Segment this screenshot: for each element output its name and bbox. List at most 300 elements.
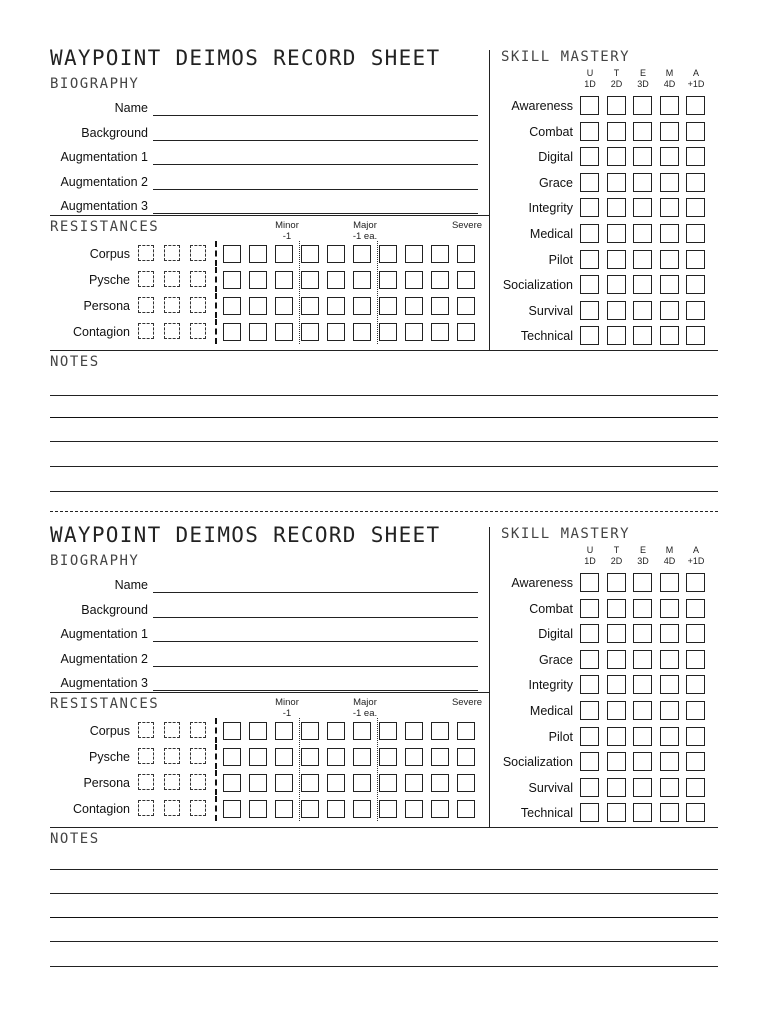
resistance-armor-checkbox[interactable] xyxy=(164,297,180,313)
skill-mastery-checkbox[interactable] xyxy=(660,122,679,141)
resistance-damage-checkbox[interactable] xyxy=(223,722,241,740)
skill-mastery-checkbox[interactable] xyxy=(633,198,652,217)
skill-row xyxy=(490,752,720,774)
skill-mastery-checkbox[interactable] xyxy=(580,122,599,141)
skill-label: Pilot xyxy=(548,729,573,744)
wound-threshold-separator xyxy=(377,241,378,266)
biography-input-line[interactable] xyxy=(153,213,478,214)
resistance-damage-checkbox[interactable] xyxy=(275,271,293,289)
resistance-label: Pysche xyxy=(89,273,130,287)
resistance-damage-checkbox[interactable] xyxy=(457,722,475,740)
skill-mastery-checkbox[interactable] xyxy=(580,224,599,243)
biography-field-label: Background xyxy=(81,602,148,617)
notes-line[interactable] xyxy=(50,869,718,870)
armor-separator xyxy=(215,319,217,344)
skill-row xyxy=(490,624,720,646)
resistance-damage-checkbox[interactable] xyxy=(457,774,475,792)
skill-mastery-checkbox[interactable] xyxy=(580,727,599,746)
resistance-armor-checkbox[interactable] xyxy=(190,297,206,313)
biography-field[interactable] xyxy=(50,622,480,644)
skill-mastery-checkbox[interactable] xyxy=(633,599,652,618)
resistance-armor-checkbox[interactable] xyxy=(164,323,180,339)
biography-field-label: Background xyxy=(81,125,148,140)
skill-row xyxy=(490,675,720,697)
skill-label: Integrity xyxy=(528,201,573,216)
skill-mastery-checkbox[interactable] xyxy=(607,650,626,669)
skill-label: Grace xyxy=(538,175,573,190)
skill-mastery-checkbox[interactable] xyxy=(686,301,705,320)
skill-mastery-checkbox[interactable] xyxy=(633,752,652,771)
resistance-armor-checkbox[interactable] xyxy=(190,748,206,764)
resistance-damage-checkbox[interactable] xyxy=(275,774,293,792)
skill-mastery-checkbox[interactable] xyxy=(607,624,626,643)
resistance-damage-checkbox[interactable] xyxy=(405,800,423,818)
skill-column-letter: U xyxy=(586,68,594,78)
resistance-damage-checkbox[interactable] xyxy=(223,271,241,289)
skill-mastery-checkbox[interactable] xyxy=(580,573,599,592)
minor-wound-header xyxy=(268,697,306,719)
resistance-armor-checkbox[interactable] xyxy=(138,245,154,261)
skill-row xyxy=(490,275,720,297)
skill-mastery-checkbox[interactable] xyxy=(660,275,679,294)
resistance-damage-checkbox[interactable] xyxy=(353,774,371,792)
skill-mastery-checkbox[interactable] xyxy=(607,250,626,269)
skill-mastery-checkbox[interactable] xyxy=(686,624,705,643)
skill-mastery-checkbox[interactable] xyxy=(686,326,705,345)
biography-field[interactable] xyxy=(50,145,480,167)
skill-row xyxy=(490,96,720,118)
resistance-damage-checkbox[interactable] xyxy=(327,323,345,341)
skill-mastery-checkbox[interactable] xyxy=(607,224,626,243)
skill-column-dice: 1D xyxy=(584,79,596,89)
skill-label: Socialization xyxy=(502,755,573,770)
skill-mastery-checkbox[interactable] xyxy=(633,224,652,243)
resistance-damage-checkbox[interactable] xyxy=(353,722,371,740)
resistance-damage-checkbox[interactable] xyxy=(223,323,241,341)
skill-mastery-checkbox[interactable] xyxy=(686,599,705,618)
skill-mastery-checkbox[interactable] xyxy=(633,701,652,720)
skill-mastery-checkbox[interactable] xyxy=(580,275,599,294)
resistance-armor-checkbox[interactable] xyxy=(190,271,206,287)
skill-mastery-checkbox[interactable] xyxy=(686,752,705,771)
skill-mastery-checkbox[interactable] xyxy=(686,147,705,166)
resistance-damage-checkbox[interactable] xyxy=(431,748,449,766)
skill-mastery-checkbox[interactable] xyxy=(633,122,652,141)
skill-mastery-checkbox[interactable] xyxy=(660,301,679,320)
skill-mastery-checkbox[interactable] xyxy=(580,173,599,192)
resistance-label: Persona xyxy=(83,299,130,313)
resistance-label: Contagion xyxy=(73,325,130,339)
resistance-damage-checkbox[interactable] xyxy=(249,245,267,263)
resistance-damage-checkbox[interactable] xyxy=(249,774,267,792)
resistance-armor-checkbox[interactable] xyxy=(138,748,154,764)
resistance-damage-checkbox[interactable] xyxy=(223,748,241,766)
skill-mastery-checkbox[interactable] xyxy=(633,173,652,192)
skill-column-letter: U xyxy=(586,545,594,555)
resistance-armor-checkbox[interactable] xyxy=(138,722,154,738)
resistance-damage-checkbox[interactable] xyxy=(275,748,293,766)
skill-mastery-checkbox[interactable] xyxy=(580,326,599,345)
resistance-damage-checkbox[interactable] xyxy=(249,800,267,818)
skill-mastery-checkbox[interactable] xyxy=(660,326,679,345)
skill-mastery-checkbox[interactable] xyxy=(633,250,652,269)
resistance-damage-checkbox[interactable] xyxy=(249,722,267,740)
resistance-damage-checkbox[interactable] xyxy=(249,323,267,341)
resistance-damage-checkbox[interactable] xyxy=(457,323,475,341)
resistance-damage-checkbox[interactable] xyxy=(431,800,449,818)
resistance-armor-checkbox[interactable] xyxy=(138,800,154,816)
resistance-damage-checkbox[interactable] xyxy=(275,323,293,341)
resistance-damage-checkbox[interactable] xyxy=(405,323,423,341)
biography-input-line[interactable] xyxy=(153,115,478,116)
biography-field[interactable] xyxy=(50,121,480,143)
notes-line[interactable] xyxy=(50,417,718,418)
skill-mastery-checkbox[interactable] xyxy=(686,701,705,720)
resistance-damage-checkbox[interactable] xyxy=(249,271,267,289)
resistance-damage-checkbox[interactable] xyxy=(223,800,241,818)
skill-column-header xyxy=(579,68,601,90)
skill-label: Awareness xyxy=(511,576,573,590)
notes-line[interactable] xyxy=(50,917,718,918)
skill-mastery-checkbox[interactable] xyxy=(686,778,705,797)
notes-divider xyxy=(50,827,718,828)
skill-mastery-checkbox[interactable] xyxy=(580,147,599,166)
biography-input-line[interactable] xyxy=(153,164,478,165)
resistance-armor-checkbox[interactable] xyxy=(138,271,154,287)
severe-wound-header xyxy=(448,220,486,231)
skill-mastery-checkbox[interactable] xyxy=(633,275,652,294)
biography-field-label: Augmentation 3 xyxy=(60,199,148,213)
skill-label: Combat xyxy=(529,124,573,139)
skill-mastery-checkbox[interactable] xyxy=(580,675,599,694)
resistance-damage-checkbox[interactable] xyxy=(431,722,449,740)
skill-mastery-checkbox[interactable] xyxy=(580,198,599,217)
skill-mastery-checkbox[interactable] xyxy=(686,275,705,294)
skill-mastery-checkbox[interactable] xyxy=(607,326,626,345)
skill-mastery-checkbox[interactable] xyxy=(633,803,652,822)
resistance-damage-checkbox[interactable] xyxy=(275,722,293,740)
resistance-damage-checkbox[interactable] xyxy=(457,271,475,289)
skill-mastery-checkbox[interactable] xyxy=(633,624,652,643)
biography-field[interactable] xyxy=(50,170,480,192)
wound-threshold-separator xyxy=(377,770,378,795)
resistance-damage-checkbox[interactable] xyxy=(301,722,319,740)
skill-row xyxy=(490,599,720,621)
skill-mastery-checkbox[interactable] xyxy=(580,803,599,822)
resistance-damage-checkbox[interactable] xyxy=(379,271,397,289)
resistance-damage-checkbox[interactable] xyxy=(457,748,475,766)
resistance-damage-checkbox[interactable] xyxy=(379,800,397,818)
skill-mastery-checkbox[interactable] xyxy=(633,147,652,166)
skill-column-dice: 2D xyxy=(610,79,623,89)
skill-mastery-checkbox[interactable] xyxy=(660,250,679,269)
resistance-damage-checkbox[interactable] xyxy=(353,323,371,341)
biography-field-label: Name xyxy=(114,101,148,115)
skill-column-header xyxy=(632,545,654,567)
resistance-armor-checkbox[interactable] xyxy=(138,774,154,790)
wound-threshold-separator xyxy=(377,744,378,769)
skill-row xyxy=(490,301,720,323)
resistance-damage-checkbox[interactable] xyxy=(327,271,345,289)
skill-mastery-checkbox[interactable] xyxy=(607,675,626,694)
wound-threshold-separator xyxy=(377,796,378,821)
biography-input-line[interactable] xyxy=(153,617,478,618)
resistance-armor-checkbox[interactable] xyxy=(190,245,206,261)
skill-mastery-checkbox[interactable] xyxy=(686,250,705,269)
skill-mastery-checkbox[interactable] xyxy=(607,173,626,192)
skill-label: Pilot xyxy=(548,252,573,267)
notes-line[interactable] xyxy=(50,441,718,442)
skill-mastery-checkbox[interactable] xyxy=(686,573,705,592)
skill-mastery-checkbox[interactable] xyxy=(607,573,626,592)
header-text: -1 ea. xyxy=(352,231,378,242)
skill-mastery-checkbox[interactable] xyxy=(633,573,652,592)
skill-mastery-checkbox[interactable] xyxy=(660,803,679,822)
resistances-divider xyxy=(50,692,489,693)
notes-line[interactable] xyxy=(50,941,718,942)
biography-field[interactable] xyxy=(50,647,480,669)
skill-mastery-checkbox[interactable] xyxy=(686,727,705,746)
biography-input-line[interactable] xyxy=(153,641,478,642)
resistance-damage-checkbox[interactable] xyxy=(353,245,371,263)
skill-mastery-checkbox[interactable] xyxy=(660,624,679,643)
armor-separator xyxy=(215,293,217,318)
resistance-armor-checkbox[interactable] xyxy=(190,774,206,790)
resistance-damage-checkbox[interactable] xyxy=(249,748,267,766)
resistance-damage-checkbox[interactable] xyxy=(353,271,371,289)
skill-label: Combat xyxy=(529,601,573,616)
notes-line[interactable] xyxy=(50,466,718,467)
skill-mastery-checkbox[interactable] xyxy=(633,96,652,115)
skill-mastery-checkbox[interactable] xyxy=(686,173,705,192)
resistance-damage-checkbox[interactable] xyxy=(379,722,397,740)
resistance-damage-checkbox[interactable] xyxy=(301,323,319,341)
armor-separator xyxy=(215,796,217,821)
resistance-damage-checkbox[interactable] xyxy=(301,271,319,289)
biography-input-line[interactable] xyxy=(153,690,478,691)
resistance-damage-checkbox[interactable] xyxy=(405,271,423,289)
notes-line[interactable] xyxy=(50,966,718,967)
skill-mastery-heading: SKILL MASTERY xyxy=(501,526,631,542)
resistance-damage-checkbox[interactable] xyxy=(379,774,397,792)
resistance-damage-checkbox[interactable] xyxy=(327,297,345,315)
resistance-damage-checkbox[interactable] xyxy=(457,800,475,818)
skill-mastery-checkbox[interactable] xyxy=(686,675,705,694)
biography-field[interactable] xyxy=(50,194,480,216)
resistance-damage-checkbox[interactable] xyxy=(353,297,371,315)
skill-mastery-checkbox[interactable] xyxy=(607,727,626,746)
skill-mastery-checkbox[interactable] xyxy=(580,650,599,669)
biography-input-line[interactable] xyxy=(153,592,478,593)
skill-mastery-checkbox[interactable] xyxy=(607,275,626,294)
notes-heading: NOTES xyxy=(50,354,100,370)
skill-mastery-checkbox[interactable] xyxy=(607,701,626,720)
resistance-damage-checkbox[interactable] xyxy=(405,748,423,766)
resistance-damage-checkbox[interactable] xyxy=(223,774,241,792)
skill-mastery-checkbox[interactable] xyxy=(686,198,705,217)
resistance-damage-checkbox[interactable] xyxy=(353,800,371,818)
biography-field[interactable] xyxy=(50,96,480,118)
resistance-damage-checkbox[interactable] xyxy=(275,800,293,818)
skill-mastery-checkbox[interactable] xyxy=(633,675,652,694)
skill-mastery-checkbox[interactable] xyxy=(660,752,679,771)
skill-mastery-checkbox[interactable] xyxy=(633,778,652,797)
skill-column-dice: 3D xyxy=(637,79,649,89)
skill-mastery-checkbox[interactable] xyxy=(607,778,626,797)
resistance-damage-checkbox[interactable] xyxy=(301,748,319,766)
resistance-armor-checkbox[interactable] xyxy=(164,722,180,738)
notes-line[interactable] xyxy=(50,893,718,894)
biography-field[interactable] xyxy=(50,671,480,693)
wound-threshold-separator xyxy=(299,241,300,266)
skill-mastery-checkbox[interactable] xyxy=(660,778,679,797)
major-wound-header xyxy=(346,697,384,719)
skill-column-dice: +1D xyxy=(687,556,705,566)
resistance-damage-checkbox[interactable] xyxy=(457,297,475,315)
skill-mastery-checkbox[interactable] xyxy=(607,599,626,618)
skill-row xyxy=(490,250,720,272)
resistance-damage-checkbox[interactable] xyxy=(405,245,423,263)
skill-mastery-checkbox[interactable] xyxy=(686,122,705,141)
resistance-armor-checkbox[interactable] xyxy=(164,748,180,764)
biography-input-line[interactable] xyxy=(153,666,478,667)
wound-threshold-separator xyxy=(377,718,378,743)
resistance-damage-checkbox[interactable] xyxy=(327,748,345,766)
resistance-armor-checkbox[interactable] xyxy=(138,297,154,313)
skill-mastery-checkbox[interactable] xyxy=(607,301,626,320)
resistance-damage-checkbox[interactable] xyxy=(223,245,241,263)
resistance-label: Corpus xyxy=(89,247,130,261)
resistances-heading: RESISTANCES xyxy=(50,696,160,712)
resistance-armor-checkbox[interactable] xyxy=(190,800,206,816)
resistance-armor-checkbox[interactable] xyxy=(138,323,154,339)
resistance-damage-checkbox[interactable] xyxy=(301,800,319,818)
skill-mastery-checkbox[interactable] xyxy=(660,173,679,192)
skill-mastery-checkbox[interactable] xyxy=(580,624,599,643)
header-text: Severe xyxy=(451,697,483,708)
resistance-damage-checkbox[interactable] xyxy=(379,323,397,341)
resistance-damage-checkbox[interactable] xyxy=(327,800,345,818)
resistance-damage-checkbox[interactable] xyxy=(405,722,423,740)
resistance-damage-checkbox[interactable] xyxy=(223,297,241,315)
skill-mastery-checkbox[interactable] xyxy=(580,701,599,720)
resistance-damage-checkbox[interactable] xyxy=(379,748,397,766)
resistance-damage-checkbox[interactable] xyxy=(275,297,293,315)
resistance-armor-checkbox[interactable] xyxy=(164,800,180,816)
notes-line[interactable] xyxy=(50,395,718,396)
skill-mastery-checkbox[interactable] xyxy=(580,778,599,797)
resistance-damage-checkbox[interactable] xyxy=(457,245,475,263)
biography-field[interactable] xyxy=(50,573,480,595)
resistance-damage-checkbox[interactable] xyxy=(379,297,397,315)
resistance-armor-checkbox[interactable] xyxy=(164,271,180,287)
skill-mastery-checkbox[interactable] xyxy=(686,224,705,243)
skill-mastery-checkbox[interactable] xyxy=(633,650,652,669)
skill-column-dice: 3D xyxy=(637,556,649,566)
resistance-row xyxy=(50,721,490,743)
resistance-damage-checkbox[interactable] xyxy=(431,774,449,792)
skill-mastery-checkbox[interactable] xyxy=(633,326,652,345)
skill-column-letter: T xyxy=(613,68,620,78)
armor-separator xyxy=(215,718,217,743)
skill-mastery-checkbox[interactable] xyxy=(580,301,599,320)
skill-mastery-checkbox[interactable] xyxy=(660,224,679,243)
resistance-damage-checkbox[interactable] xyxy=(327,245,345,263)
skill-mastery-checkbox[interactable] xyxy=(580,250,599,269)
skill-mastery-checkbox[interactable] xyxy=(660,701,679,720)
resistance-damage-checkbox[interactable] xyxy=(249,297,267,315)
resistance-row xyxy=(50,296,490,318)
biography-input-line[interactable] xyxy=(153,189,478,190)
skill-mastery-checkbox[interactable] xyxy=(686,803,705,822)
skill-mastery-checkbox[interactable] xyxy=(580,96,599,115)
resistance-armor-checkbox[interactable] xyxy=(164,245,180,261)
resistance-armor-checkbox[interactable] xyxy=(164,774,180,790)
skill-mastery-checkbox[interactable] xyxy=(607,96,626,115)
skill-mastery-checkbox[interactable] xyxy=(660,650,679,669)
resistance-row xyxy=(50,799,490,821)
skill-mastery-checkbox[interactable] xyxy=(633,301,652,320)
resistance-armor-checkbox[interactable] xyxy=(190,323,206,339)
resistance-damage-checkbox[interactable] xyxy=(431,297,449,315)
skill-mastery-checkbox[interactable] xyxy=(660,96,679,115)
resistance-damage-checkbox[interactable] xyxy=(405,774,423,792)
resistance-damage-checkbox[interactable] xyxy=(301,297,319,315)
skill-mastery-checkbox[interactable] xyxy=(607,752,626,771)
skill-mastery-checkbox[interactable] xyxy=(660,147,679,166)
wound-threshold-separator xyxy=(299,267,300,292)
skill-mastery-checkbox[interactable] xyxy=(580,752,599,771)
resistance-damage-checkbox[interactable] xyxy=(431,323,449,341)
skill-mastery-checkbox[interactable] xyxy=(607,122,626,141)
resistance-damage-checkbox[interactable] xyxy=(327,774,345,792)
skill-mastery-checkbox[interactable] xyxy=(607,198,626,217)
skill-mastery-checkbox[interactable] xyxy=(607,803,626,822)
skill-mastery-checkbox[interactable] xyxy=(607,147,626,166)
wound-threshold-separator xyxy=(299,770,300,795)
skill-column-dice: 1D xyxy=(584,556,596,566)
skill-mastery-checkbox[interactable] xyxy=(686,96,705,115)
resistance-damage-checkbox[interactable] xyxy=(353,748,371,766)
skill-mastery-checkbox[interactable] xyxy=(660,599,679,618)
resistance-damage-checkbox[interactable] xyxy=(431,245,449,263)
notes-heading: NOTES xyxy=(50,831,100,847)
resistance-damage-checkbox[interactable] xyxy=(301,774,319,792)
skill-mastery-checkbox[interactable] xyxy=(660,727,679,746)
major-wound-header xyxy=(346,220,384,242)
resistance-damage-checkbox[interactable] xyxy=(301,245,319,263)
skill-mastery-checkbox[interactable] xyxy=(686,650,705,669)
skill-mastery-checkbox[interactable] xyxy=(660,675,679,694)
skill-row xyxy=(490,147,720,169)
biography-input-line[interactable] xyxy=(153,140,478,141)
resistance-damage-checkbox[interactable] xyxy=(327,722,345,740)
resistance-armor-checkbox[interactable] xyxy=(190,722,206,738)
resistance-damage-checkbox[interactable] xyxy=(275,245,293,263)
resistance-damage-checkbox[interactable] xyxy=(405,297,423,315)
skill-mastery-checkbox[interactable] xyxy=(580,599,599,618)
header-text: -1 ea. xyxy=(352,708,378,719)
skill-label: Survival xyxy=(528,303,573,318)
biography-field[interactable] xyxy=(50,598,480,620)
biography-field-label: Augmentation 1 xyxy=(60,150,148,164)
resistance-damage-checkbox[interactable] xyxy=(431,271,449,289)
skill-column-dice: 4D xyxy=(663,556,676,566)
skill-mastery-checkbox[interactable] xyxy=(660,198,679,217)
skill-mastery-checkbox[interactable] xyxy=(660,573,679,592)
resistance-damage-checkbox[interactable] xyxy=(379,245,397,263)
skill-mastery-checkbox[interactable] xyxy=(633,727,652,746)
